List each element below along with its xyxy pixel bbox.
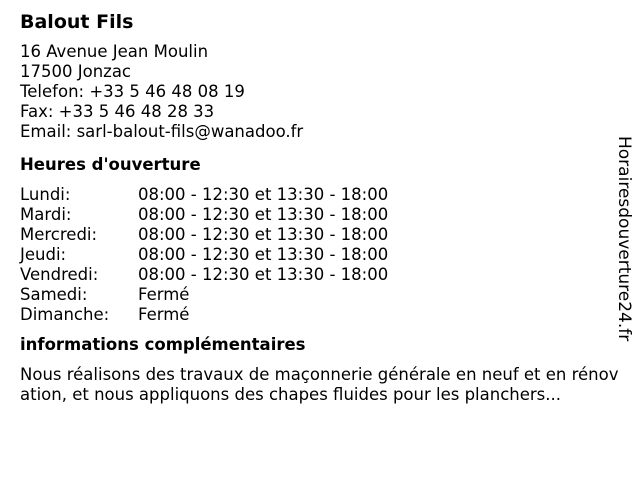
site-watermark-text: Horairesdouverture24.fr xyxy=(614,136,634,342)
day-hours: 08:00 - 12:30 et 13:30 - 18:00 xyxy=(138,185,389,204)
day-label: Dimanche: xyxy=(20,305,110,324)
opening-hours-heading: Heures d'ouverture xyxy=(20,155,201,174)
hours-row xyxy=(20,225,610,245)
day-label: Mercredi: xyxy=(20,225,98,244)
address-block xyxy=(20,42,610,142)
day-hours: Fermé xyxy=(138,305,190,324)
hours-row xyxy=(20,245,610,265)
fax-number: Fax: +33 5 46 48 28 33 xyxy=(20,102,215,121)
street-address: 16 Avenue Jean Moulin xyxy=(20,42,209,61)
day-label: Lundi: xyxy=(20,185,71,204)
hours-row xyxy=(20,265,610,285)
day-hours: 08:00 - 12:30 et 13:30 - 18:00 xyxy=(138,265,389,284)
site-watermark xyxy=(612,133,636,345)
business-card xyxy=(20,10,619,405)
opening-hours-table xyxy=(20,185,610,325)
day-label: Jeudi: xyxy=(20,245,67,264)
hours-row xyxy=(20,185,610,205)
day-label: Vendredi: xyxy=(20,265,99,284)
day-label: Samedi: xyxy=(20,285,88,304)
postal-city: 17500 Jonzac xyxy=(20,62,131,81)
additional-info-text: Nous réalisons des travaux de maçonnerie générale en neuf et en rénovation, et nous appliquons des chapes fluides pour les planchers... xyxy=(20,365,619,404)
phone-number: Telefon: +33 5 46 48 08 19 xyxy=(20,82,245,101)
day-hours: 08:00 - 12:30 et 13:30 - 18:00 xyxy=(138,205,389,224)
hours-row xyxy=(20,285,610,305)
day-hours: 08:00 - 12:30 et 13:30 - 18:00 xyxy=(138,225,389,244)
day-hours: Fermé xyxy=(138,285,190,304)
additional-info-heading: informations complémentaires xyxy=(20,335,306,354)
business-name: Balout Fils xyxy=(20,11,134,33)
hours-row xyxy=(20,205,610,225)
hours-row xyxy=(20,305,610,325)
email-address: Email: sarl-balout-fils@wanadoo.fr xyxy=(20,122,304,141)
day-label: Mardi: xyxy=(20,205,72,224)
day-hours: 08:00 - 12:30 et 13:30 - 18:00 xyxy=(138,245,389,264)
